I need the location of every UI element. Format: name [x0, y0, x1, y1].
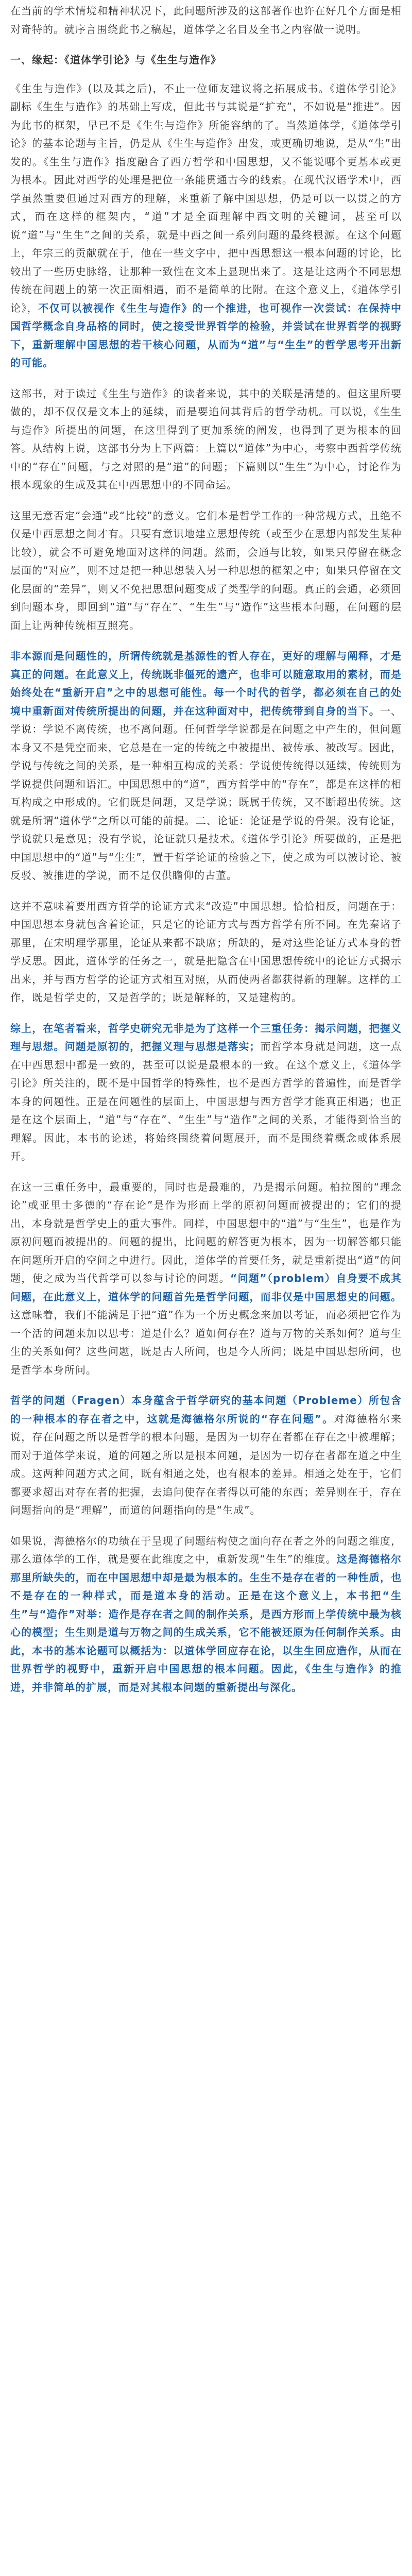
paragraph-text: 而哲学本身就是问题，这一点在中西思想中都是一致的，甚至可以说是最根本的一致。在这个意义上，《道体学引论》所关注的，既不是中国哲学的特殊性，也不是西方哲学的普遍性，而是哲学本身的问题性。正是在问题性的层面上，中国思想与西方哲学才能真正相遇；也正是在这个层面上，“道”与“存在”、“生生”与“造作”之间的关系，才能得到恰当的理解。因此，本书的论述，将始终围绕着问题展开，而不是围绕着概念或体系展开。 — [10, 1040, 402, 1162]
highlighted-text: 非本源而是问题性的，所谓传统就是基源性的哲人存在，更好的理解与阐释，才是真正的问题。在此意义上，传统既非僵死的遗产，也非可以随意取用的素材，而是始终处在“重新开启”之中的思想可能性。每一个时代的哲学，都必须在自己的处境中重新面对传统所提出的问题，并在这种面对中，把传统带到自身的当下。 — [10, 650, 402, 717]
body-paragraph — [10, 1532, 402, 1697]
section-heading: 一、缘起：《道体学引论》与《生生与造作》 — [10, 54, 221, 66]
article-body — [10, 0, 402, 1730]
paragraph-text: 这部书，对于读过《生生与造作》的读者来说，其中的关联是清楚的。但这里所要做的，却不仅仅是文本上的延续，而是要追问其背后的哲学动机。可以说，《生生与造作》所提出的问题，在这里得到了更加系统的阐发，也得到了更为根本的回答。从结构上说，这部书分为上下两篇：上篇以“道体”为中心，考察中西哲学传统中的“存在”问题，与之对照的是“道”的问题；下篇则以“生生”为中心，讨论作为根本现象的生成及其在中西思想中的不同命运。 — [10, 387, 402, 491]
body-paragraph — [10, 647, 402, 885]
paragraph-list — [10, 80, 402, 1697]
body-paragraph — [10, 1178, 402, 1380]
article-end — [10, 1709, 402, 1730]
highlighted-text: “问题”（problem）自身要不成其问题，在此意义上，道体学的问题首先是哲学问题，而非仅是中国思想史的问题。 — [10, 1272, 402, 1303]
body-paragraph — [10, 897, 402, 1007]
body-paragraph — [10, 385, 402, 495]
body-paragraph — [10, 1020, 402, 1166]
highlighted-text: 综上，在笔者看来，哲学史研究无非是为了这样一个三重任务：揭示问题，把握义理与思想。问题是原初的，把握义理与思想是落实； — [10, 1022, 402, 1053]
paragraph-text: 《生生与造作》(以及其之后)，不止一位师友建议将之拓展成书。《道体学引论》副标《生生与造作》的基础上写成，但此书与其说是“扩充”，不如说是“推进”。因为此书的框架，早已不是《生生与造作》所能容纳的了。当然道体学，《道体学引论》的基本论题与主旨，仍是从《生生与造作》出发，或更确切地说，是从“生”出发的。《生生与造作》指度融合了西方哲学和中国思想，又不能说哪个更基本或更为根本。因此对西学的处理是把位一条能贯通古今的线索。在现代汉语学术中，西学虽然重要但通过对西方的理解，来重新了解中国思想，仍是可以一以贯之的方式，而在这样的框架内，“道”才是全面理解中西文明的关键词，甚至可以说“道”与“生生”之间的关系，就是中西之间一系列问题的最终根源。在这个问题上，年宗三的贡献就在于，他在一些文字中，把中西思想这一根本问题的讨论，比较出了一些历史脉络，让那种一致性在文本上显现出来了。这是让这两个不同思想传统在问题上的第一次正面相遇，而不是简单的比附。在这个意义上，《道体学引论》， — [10, 82, 402, 314]
body-paragraph — [10, 507, 402, 635]
intro-paragraph: 在当前的学术情境和精神状况下，此问题所涉及的这部著作也许在好几个方面是相对奇特的。就序言围绕此书之稿起，道体学之名目及全书之内容做一说明。 — [10, 5, 402, 36]
paragraph-text: 如果说，海德格尔的功绩在于呈现了问题结构使之面向存在者之外的问题之维度，那么道体学的工作，就是要在此维度之中，重新发现“生生”的维度。 — [10, 1534, 402, 1565]
highlighted-text: 这是海德格尔那里所缺失的，而在中国思想中却是最为根本的。生生不是存在者的一种性质，也不是存在的一种样式，而是道本身的活动。正是在这个意义上，本书把“生生”与“造作”对举：造作是存在者之间的制作关系，是西方形而上学传统中最为核心的模型；生生则是道与万物之间的生成关系，它不能被还原为任何制作关系。 — [10, 1553, 402, 1638]
highlighted-text: 不仅可以被视作《生生与造作》的一个推进，也可视作一次尝试：在保持中国哲学概念自身品格的同时，使之接受世界哲学的检验，并尝试在世界哲学的视野下，重新理解中国思想的若干核心问题，从而为“道”与“生生”的哲学思考开出新的可能。 — [10, 301, 402, 369]
body-paragraph — [10, 80, 402, 372]
paragraph-text: 一、学说：学说不离传统，也不离问题。任何哲学学说都是在问题之中产生的，但问题本身又不是凭空而来，它总是在一定的传统之中被提出、被传承、被改写。因此，学说与传统之间的关系，是一种相互构成的关系：学说使传统得以延续，传统则为学说提供问题和语汇。中国思想中的“道”，西方哲学中的“存在”，都是在这样的相互构成之中形成的。它们既是问题，又是学说；既属于传统，又不断超出传统。这就是所谓“道体学”之所以可能的前提。二、论证：论证是学说的骨架。没有论证，学说就只是意见；没有学说，论证就只是技术。《道体学引论》所要做的，正是把中国思想中的“道”与“生生”，置于哲学论证的检验之下，使之成为可以被讨论、被反驳、被推进的学说，而不是仅供瞻仰的古董。 — [10, 704, 402, 882]
paragraph-text: 这意味着，我们不能满足于把“道”作为一个历史概念来加以考证，而必须把它作为一个活的问题来加以思考：道是什么？道如何存在？道与万物的关系如何？道与生生的关系如何？这些问题，既是古人所问，也是今人所问；既是中国思想所问，也是哲学本身所问。 — [10, 1309, 402, 1376]
paragraph-text: 在这一三重任务中，最重要的，同时也是最难的，乃是揭示问题。柏拉图的“理念论”或亚里士多德的“存在论”是作为形而上学的原初问题而被提出的；它们的提出，本身就是哲学史上的重大事件。同样，中国思想中的“道”与“生生”，也是作为原初问题而被提出的。问题的提出，比问题的解答更为根本，因为一切解答都只能在问题所开启的空间之中进行。因此，道体学的首要任务，就是重新提出“道”的问题，使之成为当代哲学可以参与讨论的问题。 — [10, 1180, 402, 1284]
body-paragraph — [10, 1392, 402, 1520]
highlighted-text: 哲学的问题（Fragen）本身蕴含于哲学研究的基本问题（Probleme）所包含的一种根本的存在者之中，这就是海德格尔所说的“存在问题”。 — [10, 1394, 402, 1425]
paragraph-text: 这并不意味着要用西方哲学的论证方式来“改造”中国思想。恰恰相反，问题在于：中国思想本身就包含着论证，只是它的论证方式与西方哲学有所不同。在先秦诸子那里，在宋明理学那里，论证从来都不缺席；所缺的，是对这些论证方式本身的哲学反思。因此，道体学的任务之一，就是把隐含在中国思想传统中的论证方式揭示出来，并与西方哲学的论证方式相互对照，从而使两者都获得新的理解。这样的工作，既是哲学史的，又是哲学的；既是解释的，又是建构的。 — [10, 900, 402, 1004]
paragraph-text: 这里无意否定“会通”或“比较”的意义。它们本是哲学工作的一种常规方式，且绝不仅是中西思想之间才有。只要有意识地建立思想传统（或至少在思想内部发生某种比较），就会不可避免地面对这样的问题。然而，会通与比较，如果只停留在概念层面的“对应”，则不过是把一种思想装入另一种思想的框架之中；如果只停留在文化层面的“差异”，则又不免把思想问题变成了类型学的问题。真正的会通，必须回到问题本身，即回到“道”与“存在”、“生生”与“造作”这些根本问题，在问题的层面上让两种传统相互照亮。 — [10, 509, 402, 632]
paragraph-text: 对海德格尔来说，存在问题之所以是哲学的根本问题，是因为一切存在者都在存在之中被理解；而对于道体学来说，道的问题之所以是根本问题，是因为一切存在者都在道之中生成。这两种问题方式之间，既有相通之处，也有根本的差异。相通之处在于，它们都要求超出对存在者的把握，去追问使存在者得以可能的东西；差异则在于，存在问题指向的是“理解”，而道的问题指向的是“生成”。 — [10, 1412, 402, 1516]
highlighted-text: 由此，本书的基本论题可以概括为：以道体学回应存在论，以生生回应造作，从而在世界哲学的视野中，重新开启中国思想的根本问题。因此，《生生与造作》的推进，并非简单的扩展，而是对其根本问题的重新提出与深化。 — [10, 1626, 402, 1693]
